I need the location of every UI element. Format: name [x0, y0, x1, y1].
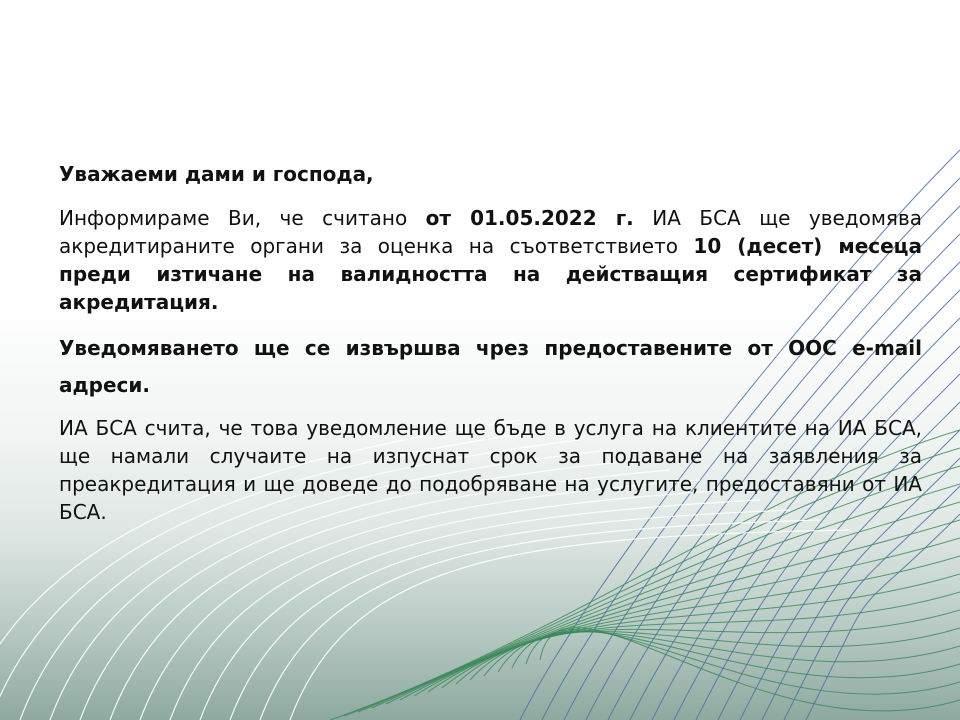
notice-text-2: ИА БСА ще уведомява акредитираните органи за оценка на съответствието — [59, 206, 923, 258]
greeting: Уважаеми дами и господа, — [59, 162, 374, 186]
paragraph-email: Уведомяването ще се извършва чрез предоставените от ООС e-mail адреси. — [59, 336, 922, 397]
wave-line — [414, 538, 960, 696]
notice-period: 10 (десет) месеца преди изтичане на валидността на действащия сертификат за акредитация. — [59, 234, 923, 314]
paragraph-benefit: ИА БСА счита, че това уведомление ще бъде в услуга на клиентите на ИА БСА, ще намали случаите на изпуснат срок за подаване на заявления за преакредитация и ще доведе до подобряване на услугите, предоставяни от ИА БСА. — [59, 416, 922, 524]
wave-line — [484, 628, 960, 676]
letter-body — [59, 160, 922, 540]
notice-date: от 01.05.2022 г. — [425, 206, 634, 230]
paragraph-notice — [59, 204, 922, 316]
wave-line — [540, 628, 960, 711]
wave-line — [400, 520, 960, 700]
notice-text-1: Информираме Ви, че считано — [59, 206, 426, 230]
